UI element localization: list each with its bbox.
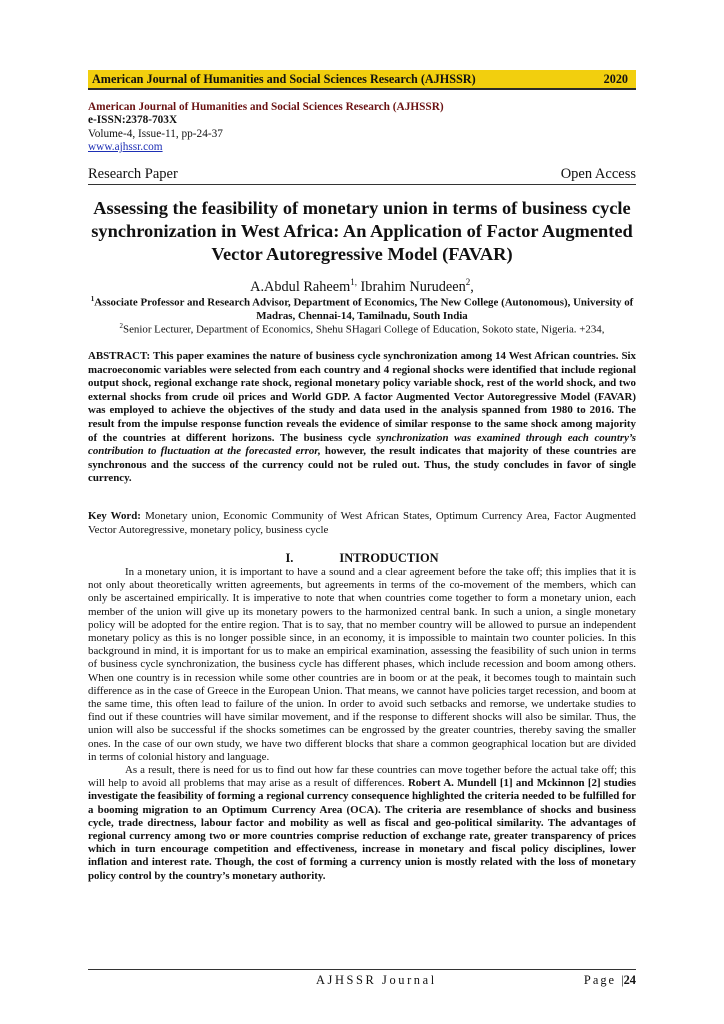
- affiliation-1: [88, 293, 636, 323]
- affiliation-text: Senior Lecturer, Department of Economics, Shehu SHagari College of Education, Sokoto state, Nigeria. +234,: [123, 323, 605, 336]
- meta-issn: e-ISSN:2378-703X: [88, 114, 178, 127]
- paragraph-text: As a result, there is need for us to find out how far these countries can move together before the actual take off; this will help to avoid all problems that may arise as a result of differences.: [88, 764, 636, 790]
- body-text: [88, 566, 636, 883]
- header-year: 2020: [603, 72, 628, 86]
- keywords-text: monetary policy, business cycle: [189, 523, 329, 536]
- paragraph: [88, 764, 636, 883]
- meta-journal-name: American Journal of Humanities and Social Sciences Research (AJHSSR): [88, 101, 444, 113]
- running-header: [88, 70, 636, 90]
- section-number: I.: [285, 551, 294, 565]
- abstract-italic-text: synchronization was examined through each country’s contribution to fluctuation at the forecasted error,: [88, 431, 636, 458]
- paper-title: Assessing the feasibility of monetary union in terms of business cycle synchronization in West Africa: An Application of Factor Augmented Vector Autoregressive Model (FAVAR): [91, 198, 633, 264]
- author-trailing-comma: ,: [470, 278, 474, 295]
- affiliation-2: [88, 320, 636, 337]
- footer-page-number: 24: [623, 973, 636, 987]
- abstract-text: This paper examines the nature of business cycle synchronization among 14 West African countries. Six macroeconomic variables were selected from each country and 4 regional shocks were identified that include regional output shock, regional exchange rate shock, regional monetary policy variable shock, rest of the world shock, and two external shocks from crude oil prices and World GDP. A factor Augmented Vector Autoregressive Model (FAVAR) was employed to achieve the objectives of the study and data used in the analysis spanned from 1980 to 2016. The result from the impulse response function reveals the evidence of similar response to the same shock among majority of the countries at different horizons. The business cycle: [88, 350, 636, 444]
- author-superscript: 1,: [350, 277, 357, 287]
- author-name: Ibrahim Nurudeen: [360, 278, 466, 295]
- keywords-label: Key Word:: [88, 510, 141, 522]
- journal-url-link[interactable]: www.ajhssr.com: [88, 141, 163, 154]
- footer-separator: |: [621, 973, 624, 987]
- header-journal-name: American Journal of Humanities and Social Sciences Research (AJHSSR): [92, 72, 476, 86]
- author-name: A.Abdul Raheem: [250, 278, 351, 295]
- section-title: INTRODUCTION: [339, 551, 439, 565]
- access-type: Open Access: [560, 166, 636, 182]
- affiliation-text: Associate Professor and Research Advisor, Department of Economics, The New College (Autonomous), University of Madras, Chennai-14, Tamilnadu, South India: [94, 296, 634, 322]
- paragraph: In a monetary union, it is important to have a sound and a clear agreement before the take off; this implies that it is not only about theoretically written agreements, but agreements in terms of the co-movement of the members, which can only be ascertained empirically. It is imperative to note that when countries come together to form a monetary union, each member of the union will give up its monetary powers to the harmonized central bank. In such a union, a single monetary policy will be adopted for the entire region. That is to say, that no member country will be allowed to pursue an independent monetary policy as this is no longer possible since, in an economy, it is impossible to maintain two counter policies. In this background in mind, it is important for us to make an empirical examination, assessing the feasibility of such union in terms of business cycle synchronization, the business cycle has different phases, which include recession and boom among others. When one country is in recession while some other countries are in boom or at the peak, it becomes tough to maintain such difference as in the case of Greece in the European Union. That means, we cannot have policies target recession, and boom at the same time, this often lead to failure of the union. In order to avoid such setbacks and remorse, we undertake studies to find out if these countries will have similar movement, and if the response to different shocks will also be similar. Thus, the union will also be successful if the shocks sometimes can be engrossed by the greater countries, thereby saving the smaller ones. In the case of our own study, we have two different blocks that share a common geographical location but are divided in terms of colonial history and language.: [88, 566, 636, 763]
- page-footer: [88, 969, 636, 990]
- abstract-text: however, the result indicates that majority of these countries are synchronous and the success of the currency could not be ruled out. Thus, the study concludes in favor of single currency.: [88, 445, 636, 485]
- meta-volume: Volume-4, Issue-11, pp-24-37: [88, 127, 223, 140]
- article-type: Research Paper: [88, 166, 178, 182]
- journal-meta: [88, 101, 636, 155]
- keywords: [88, 510, 636, 537]
- abstract: [88, 350, 636, 486]
- abstract-label: ABSTRACT:: [88, 350, 151, 362]
- keywords-bold-text: Monetary union, Economic Community of West African States, Optimum Currency Area, Factor Augmented Vector Autoregressive,: [88, 510, 636, 536]
- author-superscript: 2: [465, 277, 471, 287]
- affiliation-marker: 2: [119, 322, 124, 330]
- paragraph-bold-text: Robert A. Mundell [1] and Mckinnon [2] studies investigate the feasibility of forming a regional currency consequence highlighted the criteria needed to be fulfilled for a booming migration to an Optimum Currency Area (OCA). The criteria are resemblance of shocks and business cycle, trade directness, labour factor and mobility as well as fiscal and geo-political similarity. The advantages of regional currency among two or more countries comprise reduction of exchange rate, greater transparency of prices which in turn encourage competition and effectiveness, increase in monetary and fiscal policy disciplines, lower inflation and interest rate. Though, the cost of forming a currency union is mostly related with the loss of monetary policy control by the country’s monetary authority.: [88, 777, 636, 882]
- footer-page-label: Page: [583, 973, 617, 987]
- affiliation-marker: 1: [90, 295, 95, 303]
- section-heading: [88, 551, 636, 565]
- footer-journal: AJHSSR Journal: [316, 973, 437, 987]
- article-type-banner: [88, 165, 636, 185]
- footer-page: [584, 970, 636, 990]
